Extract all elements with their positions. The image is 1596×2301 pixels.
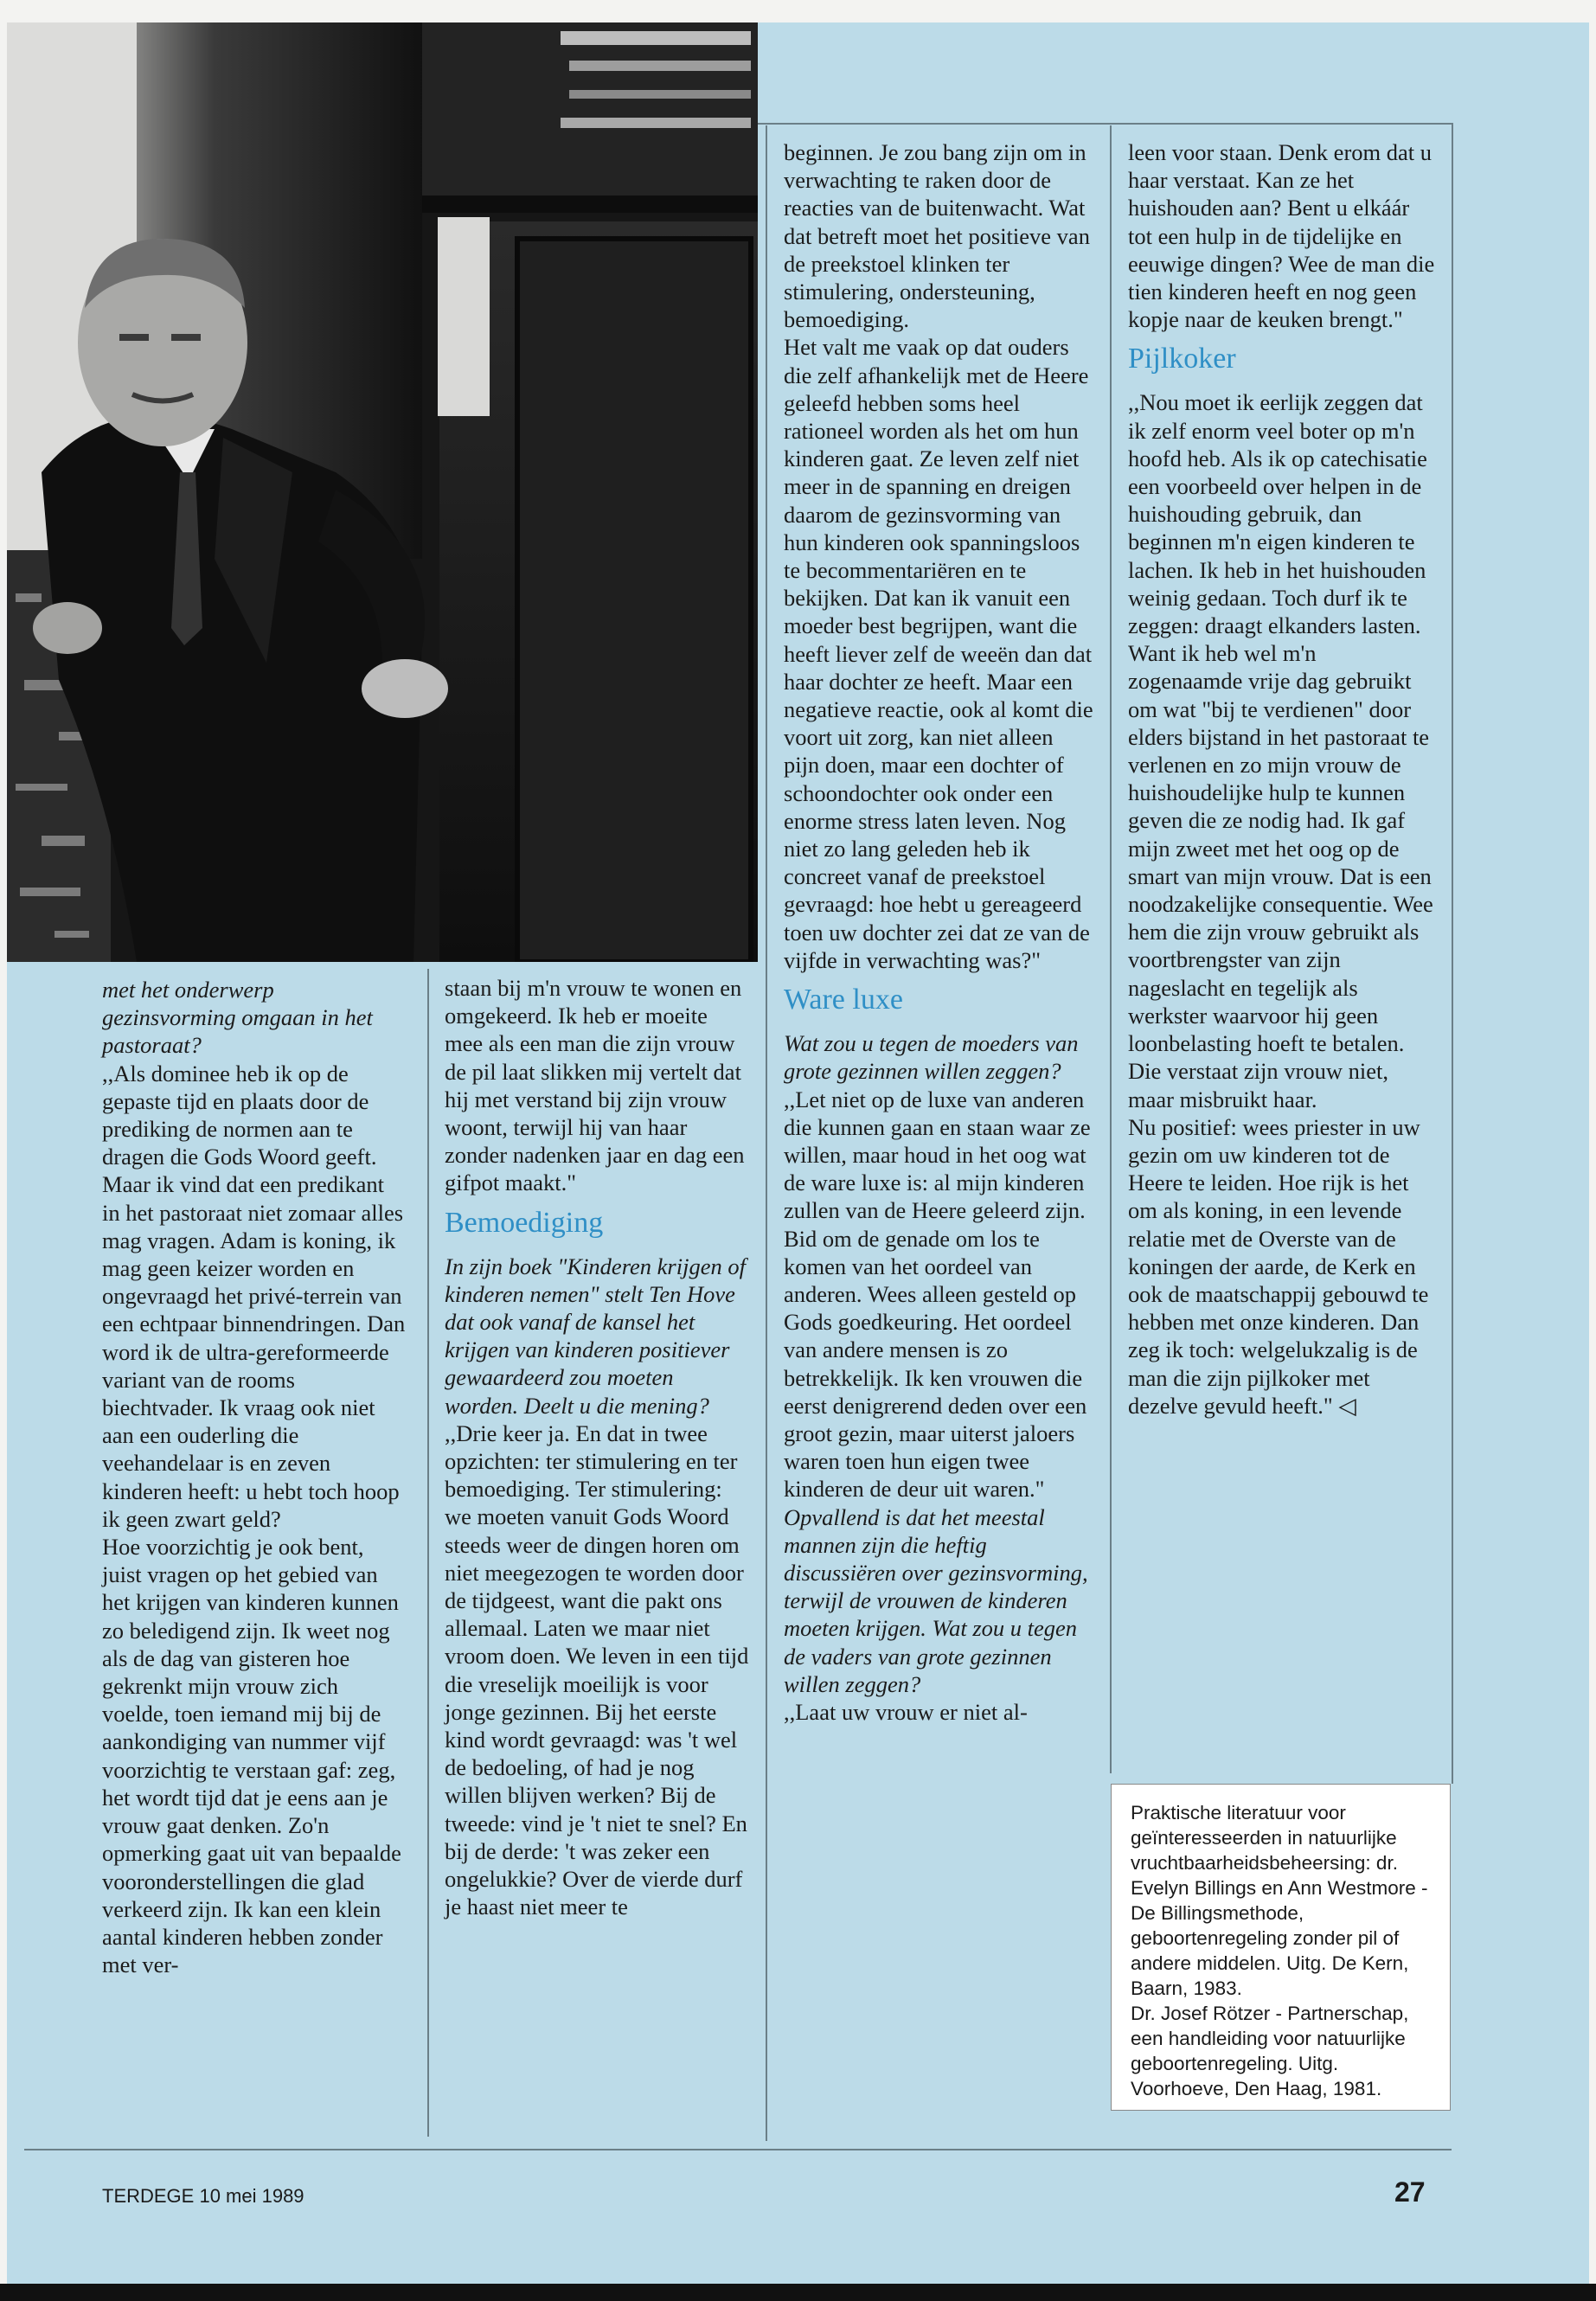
article-column-4 [1128,138,1436,1420]
interview-question: met het onderwerp gezinsvorming omgaan in het pastoraat? [102,977,373,1059]
interview-answer: ,,Nou moet ik eerlijk zeggen dat ik zelf enorm veel boter op m'n hoofd heb. Als ik op catechisatie een voorbeeld over helpen in de huishouding gebruik, dan beginnen m'n eigen kinderen te lachen. Ik heb in het huishouden weinig gedaan. Toch durf ik te zeggen: draagt elkanders lasten. Want ik heb wel m'n zogenaamde vrije dag gebruikt om wat "bij te verdienen" door elders bijstand in het pastoraat te verlenen en zo mijn vrouw de huishoudelijke hulp te kunnen geven die ze nodig had. Ik gaf mijn zweet met het oog op de smart van mijn vrouw. Dat is een noodzakelijke consequentie. Wee hem die zijn vrouw gebruikt als voortbrengster van zijn nageslacht en tegelijk als werkster waarvoor hij geen loonbelasting hoeft te betalen. Die verstaat zijn vrouw niet, maar misbruikt haar. [1128,389,1433,1112]
scan-border-left [0,0,7,2301]
interview-answer: ,,Let niet op de luxe van anderen die kunnen gaan en staan waar ze willen, maar houd in het oog wat de ware luxe is: al mijn kinderen zullen van de Heere geleerd zijn. Bid om de genade om los te komen van het oordeel van anderen. Wees alleen gesteld op Gods goedkeuring. Het oordeel van andere mensen is zo betrekkelijk. Ik ken vrouwen die eerst denigrerend deden over een groot gezin, maar uiterst jaloers waren toen hun eigen twee kinderen de deur uit waren." [784,1086,1091,1503]
interview-answer: leen voor staan. Denk erom dat u haar verstaat. Kan ze het huishouden aan? Bent u elkáár tot een hulp in de tijdelijke en eeuwige dingen? Wee de man die tien kinderen heeft en nog geen kopje naar de keuken brengt." [1128,139,1435,333]
page-number: 27 [1394,2176,1426,2208]
column-rule [758,123,1453,125]
interview-question: Wat zou u tegen de moeders van grote gezinnen willen zeggen? [784,1030,1079,1085]
literature-box [1111,1784,1451,2111]
article-column-3 [784,138,1093,1726]
interview-answer: ,,Als dominee heb ik op de gepaste tijd en plaats door de prediking de normen aan te dragen die Gods Woord geeft. Maar ik vind dat een predikant in het pastoraat niet zomaar alles mag vragen. Adam is koning, ik mag geen keizer worden en ongevraagd het privé-terrein van een echtpaar binnendringen. Dan word ik de ultra-gereformeerde variant van de rooms biechtvader. Ik vraag ook niet aan een ouderling die veehandelaar is en zeven kinderen heeft: u hebt toch hoop ik geen zwart geld? [102,1060,406,1532]
section-heading: Ware luxe [784,984,903,1016]
column-rule [1452,123,1453,1784]
interview-answer: beginnen. Je zou bang zijn om in verwachting te raken door de reacties van de buitenwacht. Wat dat betreft moet het positieve van de preekstoel klinken ter stimulering, ondersteuning, bemoediging. [784,139,1090,333]
section-heading: Pijlkoker [1128,343,1236,375]
interview-answer: Het valt me vaak op dat ouders die zelf afhankelijk met de Heere geleefd hebben soms heel rationeel worden als het om hun kinderen gaat. Ze leven zelf niet meer in de spanning en dreigen daarom de gezinsvorming van hun kinderen ook spanningsloos te becommentariëren en te bekijken. Dat kan ik vanuit een moeder best begrijpen, want die heeft liever zelf de weeën dan dat haar dochter ze heeft. Maar een negatieve reactie, ook al komt die voort uit zorg, kan niet alleen pijn doen, maar een dochter of schoondochter ook onder een enorme stress laten leven. Nog niet zo lang geleden heb ik concreet vanaf de preekstoel gevraagd: hoe hebt u gereageerd toen uw dochter zei dat ze van de vijfde in verwachting was?" [784,334,1093,973]
portrait-photo [7,22,758,962]
scan-border-right [1589,0,1596,2301]
article-column-1 [102,976,407,1978]
article-column-2 [445,974,749,1921]
portrait-photo-icon [7,22,758,962]
interview-answer: Nu positief: wees priester in uw gezin om uw kinderen tot de Heere te leiden. Hoe rijk is het om als koning, in een levende relatie met de Overste van de koningen der aarde, de Kerk en ook de maatschappij gebouwd te hebben met onze kinderen. Dan zeg ik toch: welgelukzalig is de man die zijn pijlkoker met dezelve gevuld heeft." ◁ [1128,1113,1429,1419]
interview-answer: ,,Drie keer ja. En dat in twee opzichten: ter stimulering en ter bemoediging. Ter stimulering: we moeten vanuit Gods Woord steeds weer de dingen horen om niet meegezogen te worden door de tijdgeest, want die pakt ons allemaal. Laten we maar niet vroom doen. We leven in een tijd die vreselijk moeilijk is voor jonge gezinnen. Bij het eerste kind wordt gevraagd: was 't wel de bedoeling, of had je nog willen blijven werken? Bij de tweede: vind je 't niet te snel? En bij de derde: 't was zeker een ongelukkie? Over de vierde durf je haast niet meer te [445,1420,749,1920]
interview-answer: staan bij m'n vrouw te wonen en omgekeerd. Ik heb er moeite mee als een man die zijn vrouw de pil laat slikken mij vertelt dat hij met verstand bij zijn vrouw woont, terwijl hij van haar zonder nadenken jaar en dag een gifpot maakt." [445,975,745,1196]
publication-footer: TERDEGE 10 mei 1989 [102,2185,304,2207]
interview-answer: ,,Laat uw vrouw er niet al- [784,1698,1028,1725]
scan-border-top [0,0,1596,22]
column-rule [1110,125,1112,1773]
column-rule [766,125,767,2141]
interview-answer: Hoe voorzichtig je ook bent, juist vragen op het gebied van het krijgen van kinderen kunnen zo beledigend zijn. Ik weet nog als de dag van gisteren hoe gekrenkt mijn vrouw zich voelde, toen iemand mij bij de aankondiging van nummer vijf voorzichtig te verstaan gaf: zeg, het wordt tijd dat je eens aan je vrouw gaat denken. Zo'n opmerking gaat uit van bepaalde vooronderstellingen die glad verkeerd zijn. Ik kan een klein aantal kinderen hebben zonder met ver- [102,1534,401,1978]
literature-entry: Dr. Josef Rötzer - Partnerschap, een handleiding voor natuurlijke geboortenregeling. Uitg. Voorhoeve, Den Haag, 1981. [1131,2003,1409,2099]
column-rule [427,969,429,2137]
scan-border-bottom [0,2284,1596,2301]
literature-entry: Praktische literatuur voor geïnteresseerden in natuurlijke vruchtbaarheidsbeheersing: dr. Evelyn Billings en Ann Westmore - De Billingsmethode, geboortenregeling zonder pil of andere middelen. Uitg. De Kern, Baarn, 1983. [1131,1802,1428,1999]
interview-question: In zijn boek "Kinderen krijgen of kinderen nemen" stelt Ten Hove dat ook vanaf de kansel het krijgen van kinderen positiever gewaardeerd zou moeten worden. Deelt u die mening? [445,1253,746,1419]
interview-question: Opvallend is dat het meestal mannen zijn die heftig discussiëren over gezinsvorming, terwijl de vrouwen de kinderen moeten krijgen. Wat zou u tegen de vaders van grote gezinnen willen zeggen? [784,1503,1088,1697]
section-heading: Bemoediging [445,1206,604,1239]
footer-rule [24,2149,1452,2150]
